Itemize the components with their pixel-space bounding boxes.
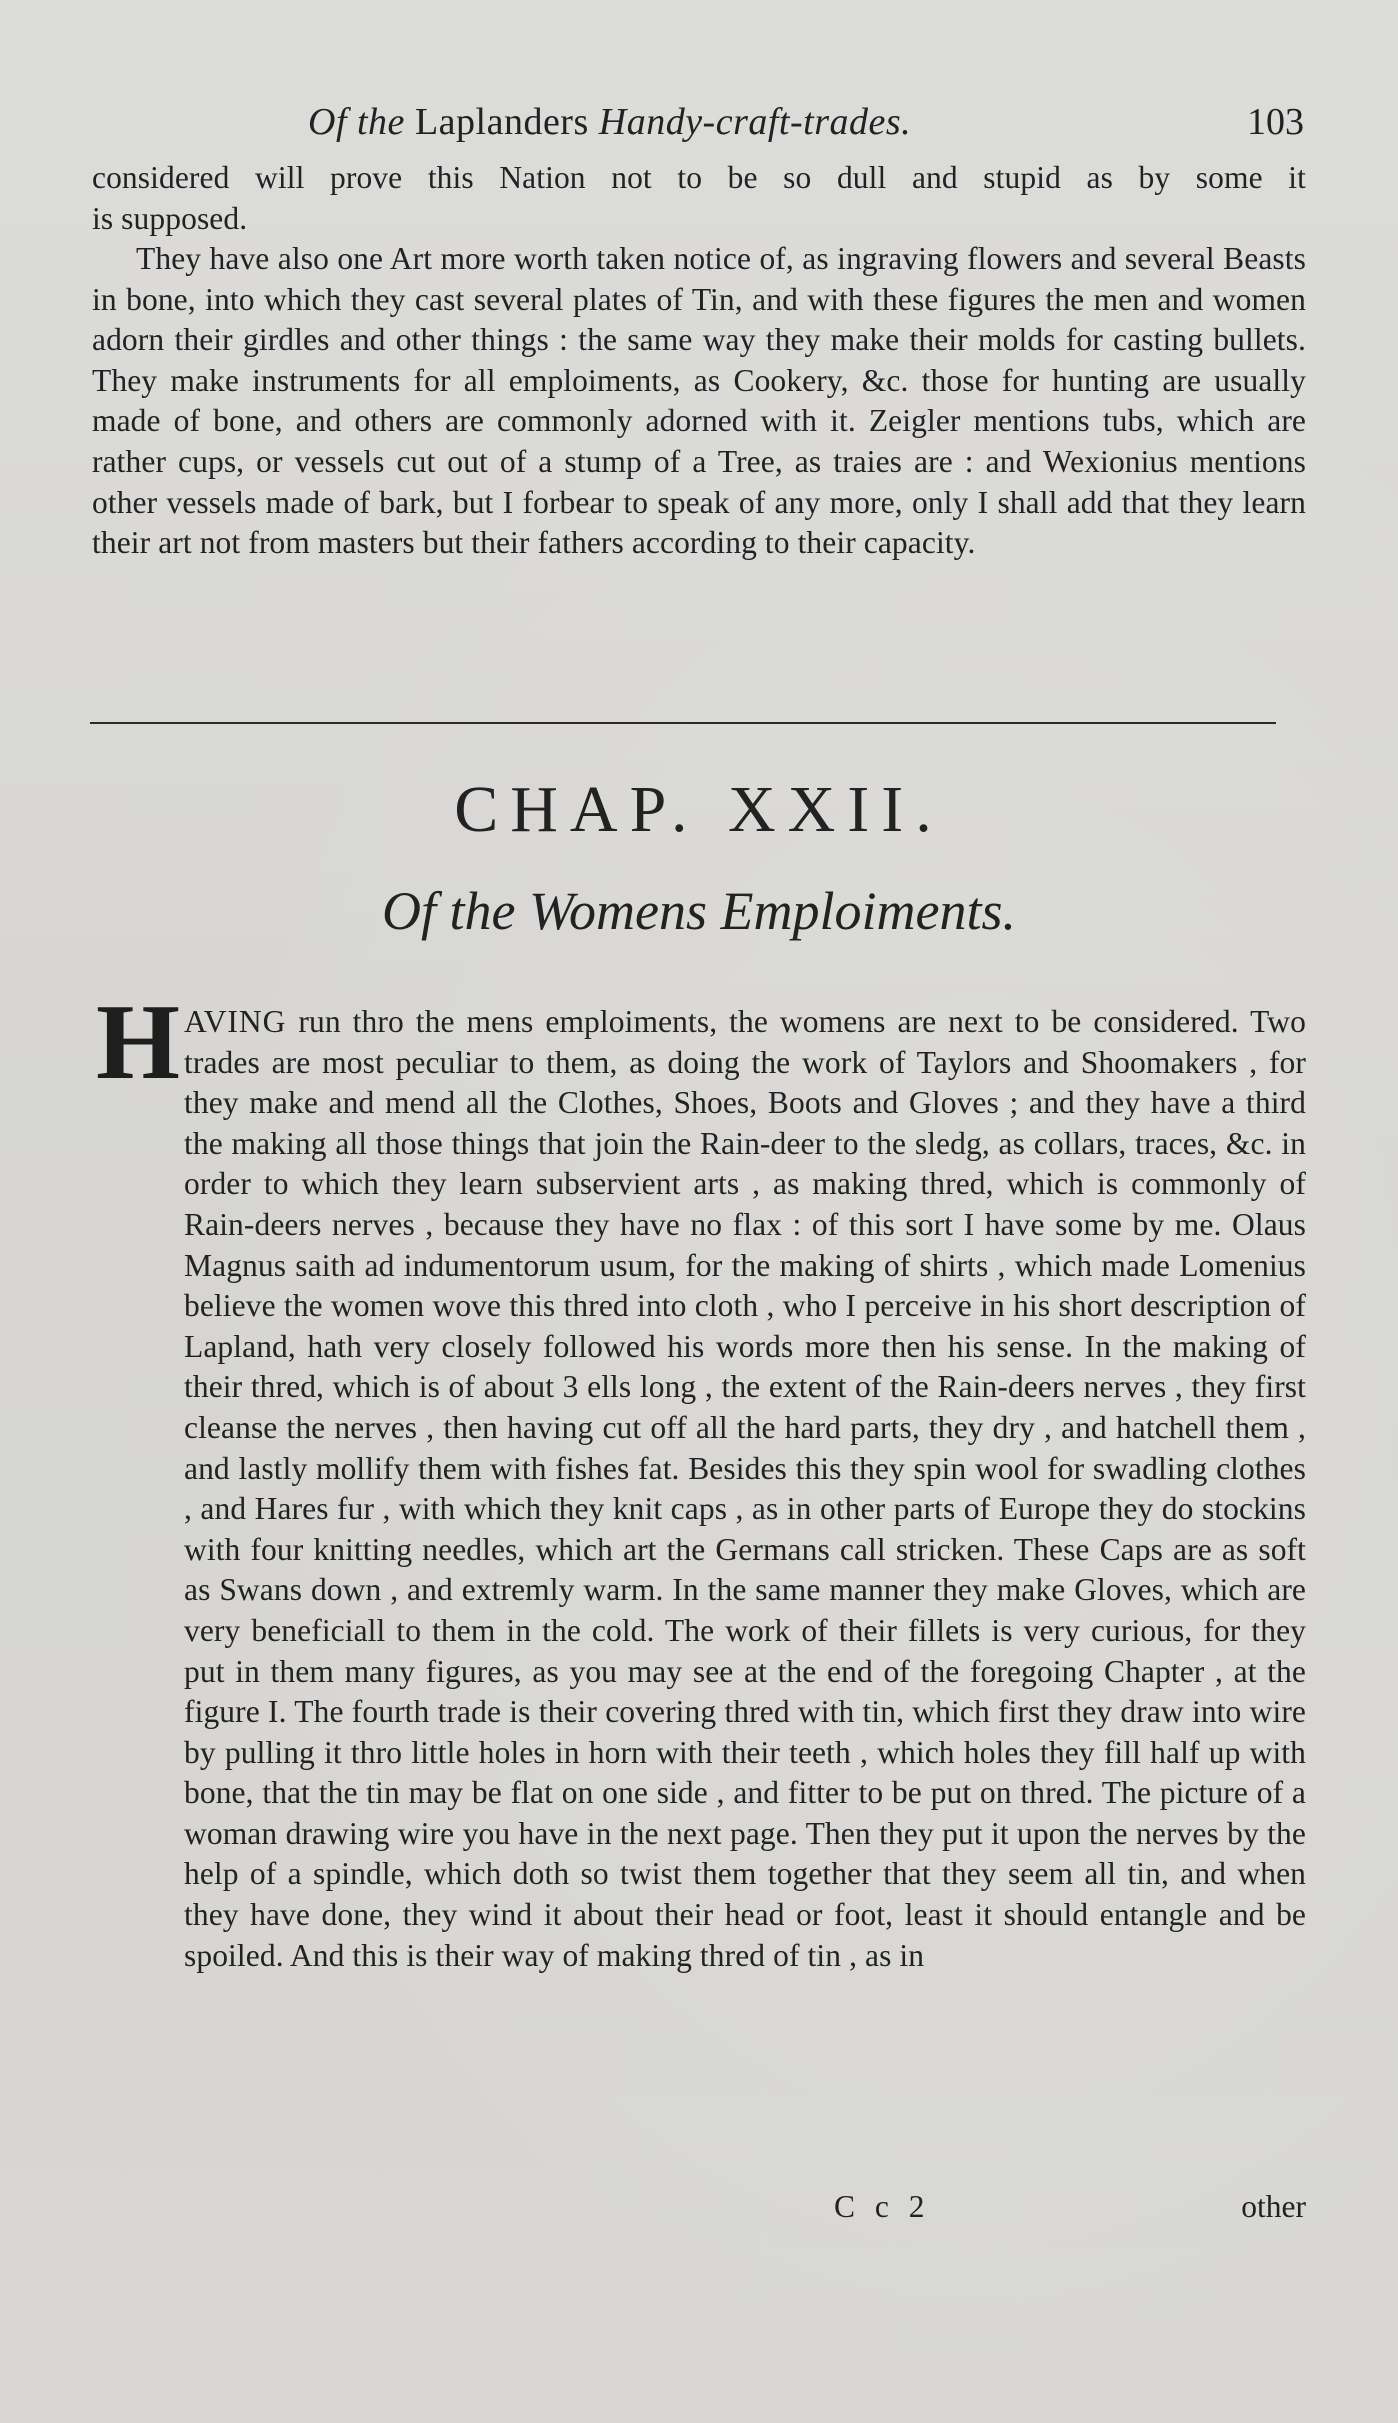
signature-mark: C c 2	[834, 2189, 931, 2224]
page-footer	[92, 2185, 1306, 2229]
running-title-part1: Of the	[308, 101, 405, 143]
chapter-body-text: run thro the mens emploiments, the womens are next to be considered. Two trades are most peculiar to them, as doing the work of Taylors and Shoomakers , for they make and mend all the Clothes, Shoes, Boots and Gloves ; and they have a third the making all those things that join the Rain-deer to the sledg, as collars, traces, &c. in order to which they learn subservient arts , as making thred, which is commonly of Rain-deers nerves , because they have no flax : of this sort I have some by me. Olaus Magnus saith ad indumentorum usum, for the making of shirts , which made Lomenius believe the women wove this thred into cloth , who I perceive in his short description of Lapland, hath very closely followed his words more then his sense. In the making of their thred, which is of about 3 ells long , the extent of the Rain-deers nerves , they first cleanse the nerves , then having cut off all the hard parts, they dry , and hatchell them , and lastly mollify them with fishes fat. Besides this they spin wool for swadling clothes , and Hares fur , with which they knit caps , as in other parts of Europe they do stockins with four knitting needles, which art the Germans call stricken. These Caps are as soft as Swans down , and extremly warm. In the same manner they make Gloves, which are very beneficiall to them in the cold. The work of their fillets is very curious, for they put in them many figures, as you may see at the end of the foregoing Chapter , at the figure I. The fourth trade is their covering thred with tin, which first they draw into wire by pulling it thro little holes in horn with their teeth , which holes they fill half up with bone, that the tin may be flat on one side , and fitter to be put on thred. The picture of a woman drawing wire you have in the next page. Then they put it upon the nerves by the help of a spindle, which doth so twist them together that they seem all tin, and when they have done, they wind it about their head or foot, least it should entangle and be spoiled. And this is their way of making thred of tin , as in	[184, 1004, 1306, 1973]
continuation-paragraph	[92, 158, 1306, 239]
chapter-title: Of the Womens Emploiments.	[382, 881, 1016, 941]
continuation-line-2: is supposed.	[92, 200, 248, 236]
running-title	[308, 92, 911, 152]
lead-smallcaps: AVING	[184, 1004, 287, 1039]
section-divider	[90, 722, 1276, 724]
running-head	[90, 92, 1310, 152]
running-title-part2: Laplanders	[404, 101, 599, 143]
page-number: 103	[1247, 101, 1304, 143]
paragraph-art-ingraving-text: They have also one Art more worth taken notice of, as ingraving flowers and several Beasts in bone, into which they cast several plates of Tin, and with these figures the men and women adorn their girdles and other things : the same way they make their molds for casting bullets. They make instruments for all emploiments, as Cookery, &c. those for hunting are usually made of bone, and others are commonly adorned with it. Zeigler mentions tubs, which are rather cups, or vessels cut out of a stump of a Tree, as traies are : and Wexionius mentions other vessels made of bark, but I forbear to speak of any more, only I shall add that they learn their art not from masters but their fathers according to their capacity.	[92, 241, 1306, 561]
running-title-part3: Handy-craft-trades.	[598, 101, 912, 143]
drop-cap: H	[96, 983, 181, 1102]
catchword: other	[1241, 2189, 1306, 2224]
paragraph-art-ingraving	[92, 239, 1306, 564]
chapter-heading: CHAP. XXII.	[454, 773, 944, 846]
continuation-line-1: considered will prove this Nation not to be so dull and stupid as by some it	[92, 160, 1306, 195]
chapter-body-paragraph	[92, 983, 1306, 1976]
chapter-body	[92, 983, 1306, 1976]
